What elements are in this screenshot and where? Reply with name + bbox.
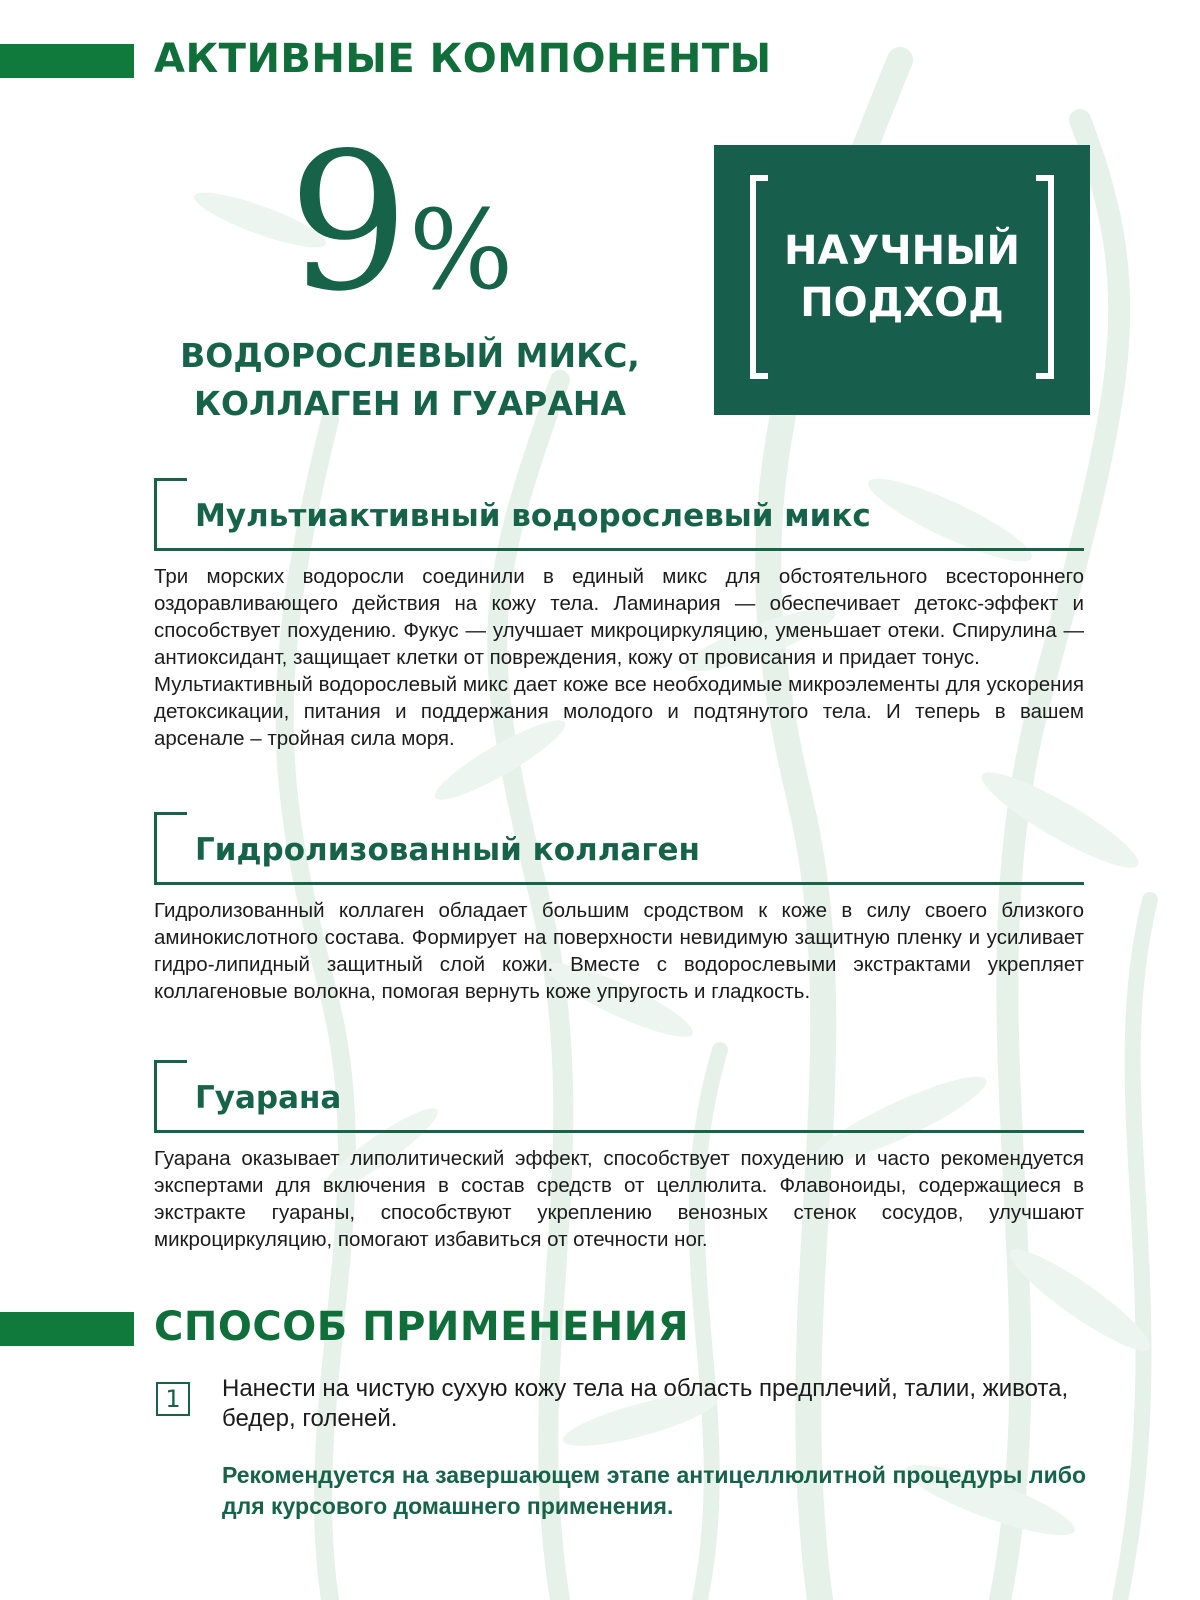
component-paragraph: Гидролизованный коллаген обладает большим сродством к коже в силу своего близкого аминокислотного состава. Формирует на поверхности невидимую защитную пленку и усиливает гидро-липидный защитный слой кожи. Вместе с водорослевыми экстрактами укрепляет коллагеновые волокна, помогая вернуть коже упругость и гладкость. xyxy=(154,899,1084,1003)
science-badge-line: НАУЧНЫЙ xyxy=(784,228,1020,274)
component-title: Мультиактивный водорослевый микс xyxy=(195,498,871,534)
section-accent-bar xyxy=(0,1312,134,1346)
mix-title xyxy=(150,332,670,428)
component-title: Гидролизованный коллаген xyxy=(195,832,700,868)
component-guarana xyxy=(154,1060,1084,1253)
component-body xyxy=(154,1145,1084,1253)
science-approach-badge xyxy=(714,145,1090,415)
mix-title-line: КОЛЛАГЕН И ГУАРАНА xyxy=(193,384,627,423)
component-paragraph: Три морских водоросли соединили в единый микс для обстоятельного всестороннего оздоравливающего действия на кожу тела. Ламинария — обеспечивает детокс-эффект и способствует похудению. Фукус — улучшает микроциркуляцию, уменьшает отеки. Спирулина — антиоксидант, защищает клетки от повреждения, кожу от провисания и придает тонус. xyxy=(154,565,1084,669)
percent-value: 9 xyxy=(288,112,409,333)
section-title-application: СПОСОБ ПРИМЕНЕНИЯ xyxy=(154,1304,690,1350)
section-title-active-components: АКТИВНЫЕ КОМПОНЕНТЫ xyxy=(154,36,772,82)
component-paragraph: Гуарана оказывает липолитический эффект, способствует похудению и часто рекомендуется экспертами для включения в состав средств от целлюлита. Флавоноиды, содержащиеся в экстракте гуараны, способствуют укреплению венозных стенок сосудов, улучшают микроциркуляцию, помогают избавиться от отечности ног. xyxy=(154,1147,1084,1251)
recommendation-note: Рекомендуется на завершающем этапе антицеллюлитной процедуры либо для курсового домашнего применения. xyxy=(222,1462,1086,1519)
component-paragraph: Мультиактивный водорослевый микс дает коже все необходимые микроэлементы для ускорения детоксикации, питания и поддержания молодого и подтянутого тела. И теперь в вашем арсенале – тройная сила моря. xyxy=(154,673,1084,750)
component-heading-frame xyxy=(154,812,1084,885)
percent-figure xyxy=(288,112,514,333)
science-badge-text xyxy=(714,225,1090,329)
mix-title-line: ВОДОРОСЛЕВЫЙ МИКС, xyxy=(180,336,640,375)
component-algae-mix xyxy=(154,478,1084,752)
percent-sign: % xyxy=(408,186,514,314)
science-badge-line: ПОДХОД xyxy=(800,280,1004,326)
component-title: Гуарана xyxy=(195,1080,342,1116)
step-number-badge: 1 xyxy=(156,1382,190,1416)
component-heading-frame xyxy=(154,478,1084,551)
component-collagen xyxy=(154,812,1084,1005)
component-heading-frame xyxy=(154,1060,1084,1133)
component-body xyxy=(154,563,1084,752)
component-body xyxy=(154,897,1084,1005)
step-instruction: Нанести на чистую сухую кожу тела на область предплечий, талии, живота, бедер, голеней. xyxy=(222,1375,1069,1432)
section-accent-bar xyxy=(0,44,134,78)
